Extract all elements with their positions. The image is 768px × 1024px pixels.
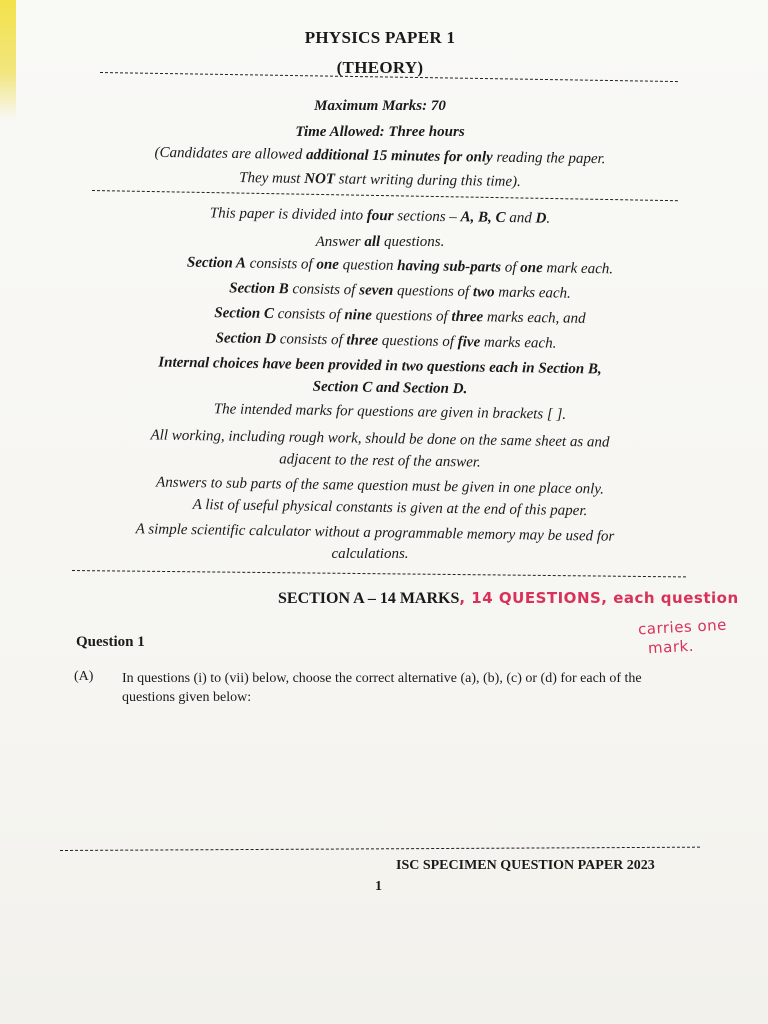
text-span-bold: NOT bbox=[304, 170, 336, 188]
text-span: (Candidates are allowed bbox=[154, 144, 307, 163]
instruction-sub-parts: Answers to sub parts of the same question must be given in one place only. bbox=[155, 474, 605, 498]
text-span: marks each. bbox=[494, 284, 571, 302]
instruction-internal-choices: Internal choices have been provided in two questions each in Section B, bbox=[158, 354, 602, 378]
handwritten-note-line-3: mark. bbox=[647, 636, 695, 658]
text-span-bold: Section D bbox=[215, 330, 277, 348]
text-span: questions of bbox=[377, 332, 458, 351]
page-number: 1 bbox=[375, 879, 382, 894]
text-span-bold: Section A bbox=[186, 254, 247, 272]
text-span-bold: one bbox=[316, 256, 340, 274]
text-span-bold: five bbox=[457, 334, 481, 351]
text-span-bold: additional 15 minutes for only bbox=[305, 146, 493, 166]
paper-title: PHYSICS PAPER 1 bbox=[304, 28, 456, 47]
text-span: consists of bbox=[273, 306, 345, 324]
text-span-bold: having sub-parts bbox=[397, 257, 502, 276]
text-span: sections – bbox=[393, 208, 461, 226]
text-span: of bbox=[500, 259, 521, 276]
text-span-bold: Section C bbox=[214, 305, 275, 323]
paper-subtitle: (THEORY) bbox=[336, 58, 424, 77]
instruction-calculator-2: calculations. bbox=[331, 546, 409, 562]
question-part-text: In questions (i) to (vii) below, choose the correct alternative (a), (b), (c) or (d) for each of the questions given below: bbox=[122, 671, 642, 705]
text-span: questions. bbox=[380, 234, 445, 250]
section-a-title: SECTION A – 14 MARKS bbox=[278, 590, 460, 607]
time-allowed: Time Allowed: Three hours bbox=[295, 124, 465, 140]
text-span-bold: one bbox=[520, 259, 543, 277]
instruction-answer-all bbox=[60, 232, 700, 252]
text-span-bold: A, B, C bbox=[460, 209, 506, 226]
maximum-marks: Maximum Marks: 70 bbox=[314, 98, 446, 114]
text-span-bold: nine bbox=[344, 307, 373, 324]
text-span: consists of bbox=[288, 281, 360, 299]
text-span-bold: D bbox=[535, 210, 547, 227]
instruction-intended-marks: The intended marks for questions are given in brackets [ ]. bbox=[213, 401, 567, 423]
text-span-bold: three bbox=[451, 308, 484, 326]
text-span: consists of bbox=[275, 331, 347, 349]
text-span: marks each. bbox=[480, 334, 557, 352]
instruction-internal-choices-2: Section C and Section D. bbox=[312, 378, 468, 398]
text-span-bold: four bbox=[366, 207, 394, 225]
text-span: mark each. bbox=[542, 260, 614, 278]
text-span-bold: seven bbox=[359, 282, 394, 299]
yellow-paper-edge bbox=[0, 0, 16, 120]
instructions-divider bbox=[72, 570, 686, 577]
text-span: question bbox=[338, 257, 398, 274]
footer-divider bbox=[60, 847, 700, 851]
instruction-calculator: A simple scientific calculator without a programmable memory may be used for bbox=[135, 521, 615, 545]
text-span-bold: all bbox=[364, 234, 381, 250]
instruction-rough-work: All working, including rough work, should be done on the same sheet as and bbox=[150, 427, 610, 451]
text-span: They must bbox=[239, 170, 305, 187]
text-span: and bbox=[505, 209, 536, 227]
footer-paper-name: ISC SPECIMEN QUESTION PAPER 2023 bbox=[396, 858, 655, 873]
instruction-section-d bbox=[66, 326, 706, 356]
text-span: questions of bbox=[371, 307, 452, 325]
text-span: start writing during this time). bbox=[334, 171, 521, 190]
question-part-label: (A) bbox=[74, 669, 94, 684]
text-span-bold: two bbox=[472, 284, 495, 301]
instruction-rough-work-2: adjacent to the rest of the answer. bbox=[279, 451, 481, 471]
text-span: reading the paper. bbox=[492, 149, 606, 168]
text-span: . bbox=[546, 210, 551, 227]
instruction-constants: A list of useful physical constants is given at the end of this paper. bbox=[192, 496, 588, 520]
question-1-label: Question 1 bbox=[76, 634, 145, 650]
text-span: This paper is divided into bbox=[209, 205, 367, 224]
text-span: marks each, and bbox=[483, 309, 586, 327]
handwritten-note: , 14 QUESTIONS, each question bbox=[459, 589, 739, 607]
instruction-sections bbox=[60, 201, 700, 231]
section-a-heading bbox=[278, 589, 739, 608]
text-span: Answer bbox=[315, 234, 365, 250]
text-span-bold: three bbox=[346, 332, 379, 349]
text-span: questions of bbox=[393, 282, 474, 301]
text-span-bold: Section B bbox=[229, 280, 289, 298]
instruction-section-c bbox=[80, 301, 720, 331]
handwritten-note-line-2: carries one bbox=[637, 615, 728, 639]
text-span: consists of bbox=[245, 255, 317, 273]
